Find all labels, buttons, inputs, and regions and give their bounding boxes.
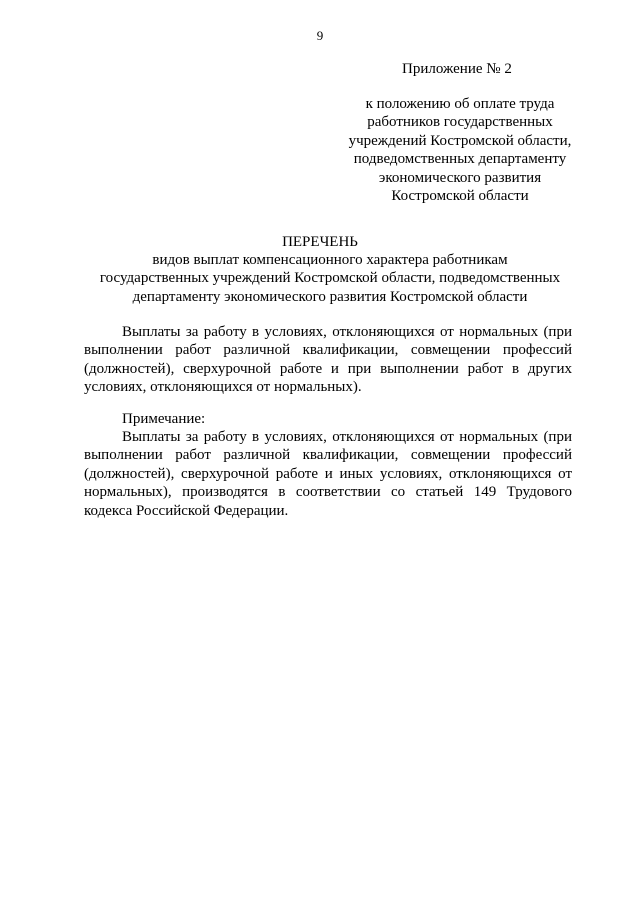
document-title: ПЕРЕЧЕНЬ: [282, 234, 358, 250]
document-subtitle: [60, 251, 600, 306]
note-line: выполнении работ различной квалификации, совмещении профессий: [84, 447, 572, 464]
appendix-title: Приложение № 2: [402, 61, 512, 77]
appendix-reference-line: подведомственных департаменту: [353, 151, 567, 168]
note-line: нормальных), производятся в соответствии со статьей 149 Трудового: [84, 484, 572, 501]
note-paragraph: [84, 428, 572, 520]
appendix-reference-line: работников государственных: [367, 114, 553, 131]
note-line: кодекса Российской Федерации.: [84, 502, 289, 519]
note-line: Выплаты за работу в условиях, отклоняющихся от нормальных (при: [122, 429, 572, 445]
appendix-reference-line: экономического развития: [378, 169, 542, 186]
page-number: 9: [316, 28, 324, 43]
document-subtitle-line: департаменту экономического развития Костромской области: [132, 288, 528, 305]
note-line: (должностей), сверхурочной работе и иных условиях, отклоняющихся от: [84, 465, 572, 482]
paragraph-line: условиях, отклоняющихся от нормальных).: [84, 379, 362, 396]
document-subtitle-line: государственных учреждений Костромской области, подведомственных: [99, 270, 561, 287]
main-paragraph: [84, 323, 572, 397]
document-subtitle-line: видов выплат компенсационного характера работникам: [152, 252, 508, 268]
appendix-reference-line: учреждений Костромской области,: [348, 132, 572, 149]
paragraph-line: Выплаты за работу в условиях, отклоняющихся от нормальных (при: [122, 324, 572, 340]
paragraph-line: (должностей), сверхурочной работе и при выполнении работ в других: [84, 360, 572, 377]
appendix-reference: [330, 95, 590, 205]
paragraph-line: выполнении работ различной квалификации, совмещении профессий: [84, 342, 572, 359]
note-label: Примечание:: [122, 411, 206, 427]
appendix-reference-line: к положению об оплате труда: [365, 96, 555, 112]
appendix-reference-line: Костромской области: [391, 188, 529, 205]
